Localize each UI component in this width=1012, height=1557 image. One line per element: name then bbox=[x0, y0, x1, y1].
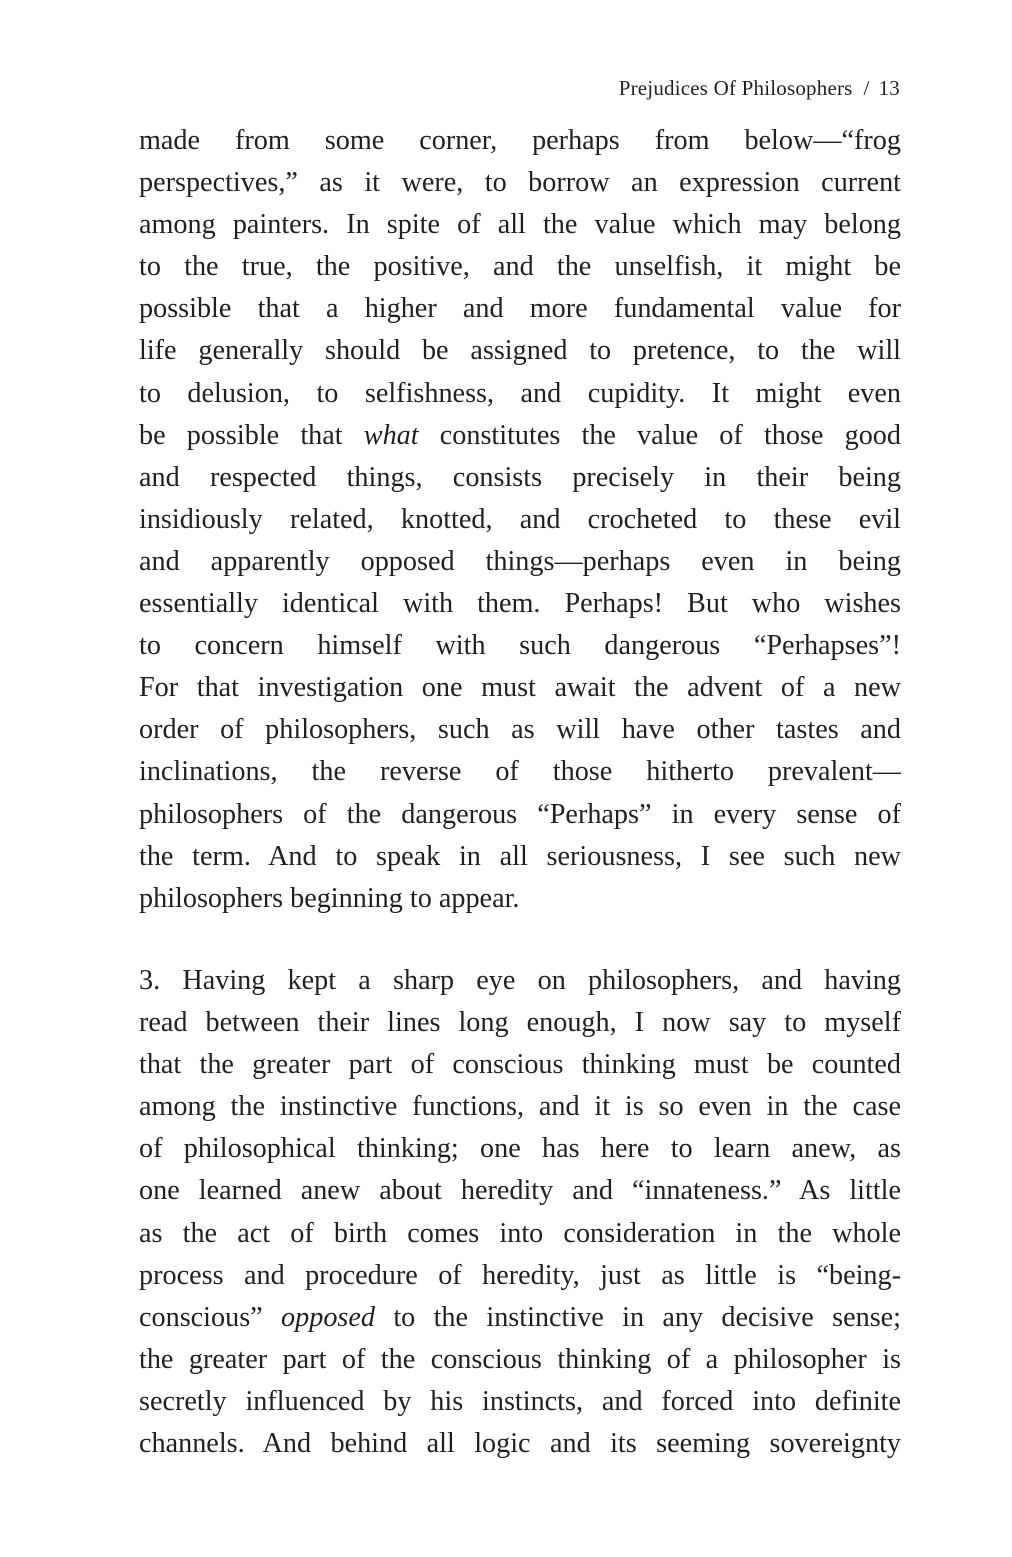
text-line: among the instinctive functions, and it is so even in the case bbox=[139, 1091, 901, 1123]
text-line: 3. Having kept a sharp eye on philosophers, and having bbox=[139, 965, 901, 996]
text-line: that the greater part of conscious thinking must be counted bbox=[139, 1049, 901, 1081]
text-line: the greater part of the conscious thinking of a philosopher is bbox=[139, 1343, 901, 1375]
text-line: to concern himself with such dangerous “Perhapses”! bbox=[139, 630, 901, 662]
text-line: philosophers beginning to appear. bbox=[139, 882, 520, 914]
text-line: to delusion, to selfishness, and cupidity. It might even bbox=[139, 377, 901, 409]
text-line: of philosophical thinking; one has here to learn anew, as bbox=[139, 1133, 901, 1165]
text-line: channels. And behind all logic and its seeming sovereignty bbox=[139, 1428, 901, 1460]
text-line: made from some corner, perhaps from below—“frog bbox=[139, 125, 901, 156]
header-separator: / bbox=[863, 76, 870, 100]
text-line: the term. And to speak in all seriousness, I see such new bbox=[139, 840, 901, 872]
italic-emphasis: opposed bbox=[281, 1301, 375, 1333]
text-line: insidiously related, knotted, and crocheted to these evil bbox=[139, 503, 901, 535]
running-head bbox=[619, 74, 900, 102]
text-line: and apparently opposed things—perhaps even in being bbox=[139, 545, 901, 577]
text-line: and respected things, consists precisely in their being bbox=[139, 461, 901, 493]
text-line: one learned anew about heredity and “innateness.” As little bbox=[139, 1175, 901, 1207]
text-line: For that investigation one must await the advent of a new bbox=[139, 672, 901, 704]
text-line: as the act of birth comes into consideration in the whole bbox=[139, 1217, 901, 1249]
page-number: 13 bbox=[878, 76, 900, 100]
text-line: secretly influenced by his instincts, and forced into definite bbox=[139, 1385, 901, 1417]
text-line: be possible that what constitutes the value of those good bbox=[139, 419, 901, 451]
text-line: read between their lines long enough, I now say to myself bbox=[139, 1007, 901, 1039]
italic-emphasis: what bbox=[363, 419, 419, 451]
text-line: life generally should be assigned to pretence, to the will bbox=[139, 335, 901, 367]
text-line: perspectives,” as it were, to borrow an expression current bbox=[139, 167, 901, 199]
paragraph-continued bbox=[139, 120, 901, 920]
text-line: conscious” opposed to the instinctive in any decisive sense; bbox=[139, 1301, 901, 1333]
text-line: possible that a higher and more fundamental value for bbox=[139, 293, 901, 325]
text-line: order of philosophers, such as will have other tastes and bbox=[139, 714, 901, 746]
paragraph-section-3 bbox=[139, 960, 901, 1465]
text-line: philosophers of the dangerous “Perhaps” in every sense of bbox=[139, 798, 901, 830]
text-line: essentially identical with them. Perhaps! But who wishes bbox=[139, 588, 901, 620]
text-line: inclinations, the reverse of those hitherto prevalent— bbox=[139, 756, 901, 788]
running-title: Prejudices Of Philosophers bbox=[618, 76, 853, 100]
text-line: process and procedure of heredity, just as little is “being- bbox=[139, 1259, 901, 1291]
text-line: to the true, the positive, and the unselfish, it might be bbox=[139, 251, 901, 283]
text-line: among painters. In spite of all the value which may belong bbox=[139, 209, 901, 241]
